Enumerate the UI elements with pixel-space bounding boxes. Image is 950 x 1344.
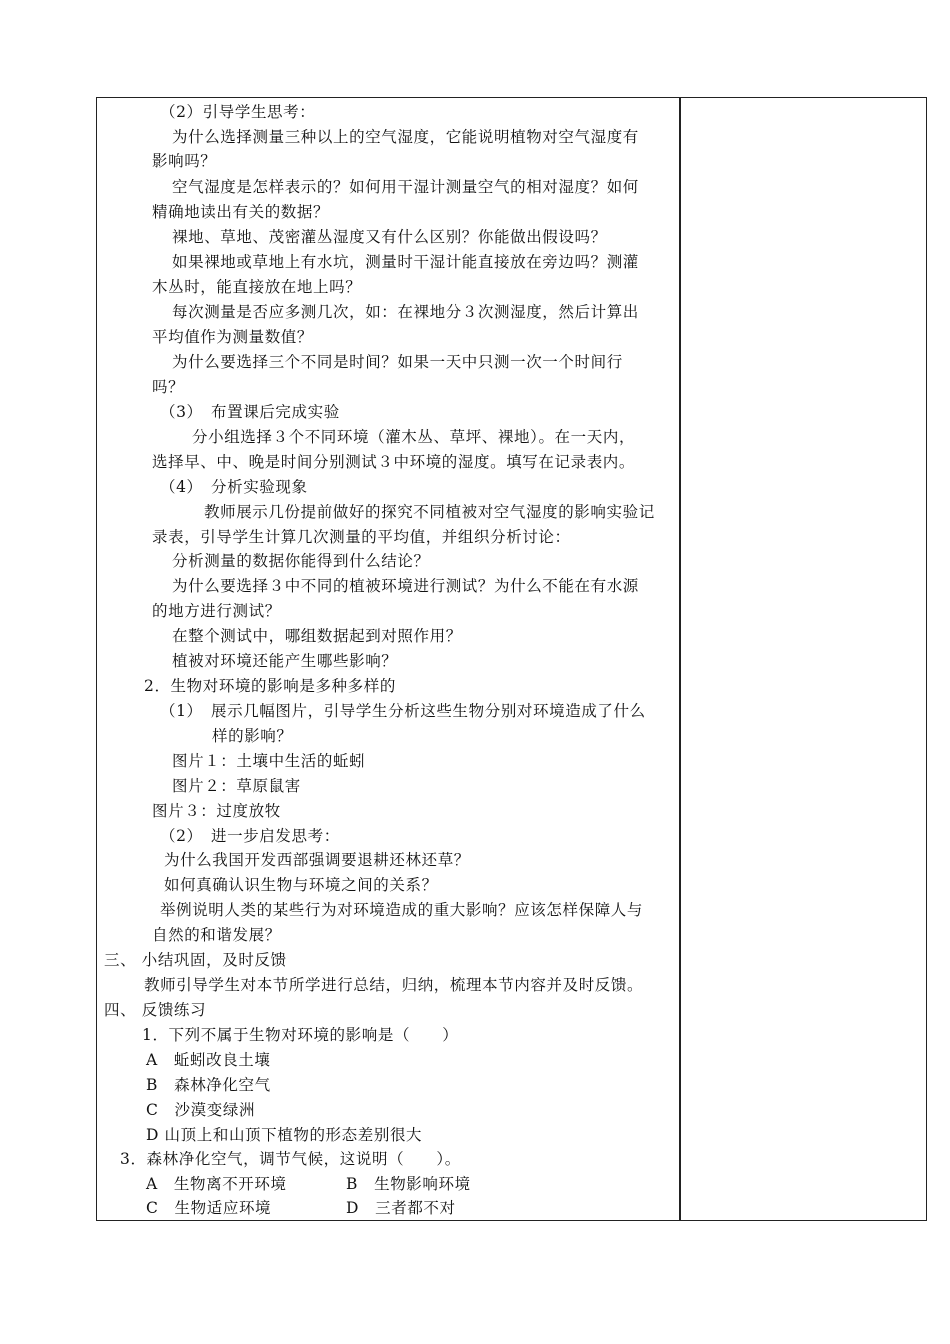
text-line: 选择早、中、晚是时间分别测试３中环境的湿度。填写在记录表内。 xyxy=(152,453,636,471)
answer-option: A 蚯蚓改良土壤 xyxy=(146,1051,271,1069)
text-line: 木丛时，能直接放在地上吗？ xyxy=(152,278,362,296)
text-line: 图片２：草原鼠害 xyxy=(172,777,301,795)
answer-option: A 生物离不开环境 xyxy=(146,1175,287,1193)
section-heading: （4） 分析实验现象 xyxy=(160,478,308,496)
text-line: 录表，引导学生计算几次测量的平均值，并组织分析讨论： xyxy=(152,528,571,546)
text-line: 如何真确认识生物与环境之间的关系？ xyxy=(164,876,438,894)
text-line: 分小组选择３个不同环境（灌木丛、草坪、裸地）。在一天内， xyxy=(192,428,636,446)
text-line: 为什么选择测量三种以上的空气湿度，它能说明植物对空气湿度有 xyxy=(172,128,639,146)
answer-option: B 森林净化空气 xyxy=(146,1076,271,1094)
section-heading: 四、 反馈练习 xyxy=(104,1001,207,1019)
section-heading: （3） 布置课后完成实验 xyxy=(160,403,340,421)
text-line: 裸地、草地、茂密灌丛湿度又有什么区别？你能做出假设吗？ xyxy=(172,228,607,246)
section-heading: 三、 小结巩固，及时反馈 xyxy=(104,951,287,969)
text-line: 教师展示几份提前做好的探究不同植被对空气湿度的影响实验记 xyxy=(204,503,655,521)
text-line: （2）引导学生思考： xyxy=(160,103,316,121)
text-line: 在整个测试中，哪组数据起到对照作用？ xyxy=(172,627,462,645)
answer-option: C 生物适应环境 xyxy=(146,1199,272,1217)
text-line: 图片１：土壤中生活的蚯蚓 xyxy=(172,752,366,770)
text-line: 为什么我国开发西部强调要退耕还林还草？ xyxy=(164,851,470,869)
text-line: （1） 展示几幅图片，引导学生分析这些生物分别对环境造成了什么 xyxy=(160,702,646,720)
text-line: 精确地读出有关的数据？ xyxy=(152,203,330,221)
answer-option: D 三者都不对 xyxy=(346,1199,456,1217)
answer-option: C 沙漠变绿洲 xyxy=(146,1101,256,1119)
text-line: 平均值作为测量数值？ xyxy=(152,328,314,346)
text-line: 图片３：过度放牧 xyxy=(152,802,281,820)
table-column-divider xyxy=(679,97,681,1221)
text-line: 教师引导学生对本节所学进行总结，归纳，梳理本节内容并及时反馈。 xyxy=(144,976,644,994)
text-line: 为什么要选择三个不同是时间？如果一天中只测一次一个时间行 xyxy=(172,353,623,371)
text-line: 为什么要选择３中不同的植被环境进行测试？为什么不能在有水源 xyxy=(172,577,639,595)
question-3: 3．森林净化空气，调节气候，这说明（ ）。 xyxy=(120,1150,461,1168)
answer-option: B 生物影响环境 xyxy=(346,1175,471,1193)
section-heading: （2） 进一步启发思考： xyxy=(160,827,340,845)
question-1: 1．下列不属于生物对环境的影响是（ ） xyxy=(142,1026,459,1044)
section-heading: 2．生物对环境的影响是多种多样的 xyxy=(144,677,396,695)
text-line: 举例说明人类的某些行为对环境造成的重大影响？应该怎样保障人与 xyxy=(160,901,644,919)
text-line: 样的影响？ xyxy=(212,727,293,745)
text-line: 空气湿度是怎样表示的？如何用干湿计测量空气的相对湿度？如何 xyxy=(172,178,639,196)
text-line: 植被对环境还能产生哪些影响？ xyxy=(172,652,398,670)
text-line: 分析测量的数据你能得到什么结论？ xyxy=(172,552,430,570)
text-line: 如果裸地或草地上有水坑，测量时干湿计能直接放在旁边吗？测灌 xyxy=(172,253,639,271)
text-line: 自然的和谐发展？ xyxy=(152,926,281,944)
answer-option: D 山顶上和山顶下植物的形态差别很大 xyxy=(146,1126,423,1144)
text-line: 的地方进行测试？ xyxy=(152,602,281,620)
text-line: 吗？ xyxy=(152,378,185,396)
text-line: 影响吗？ xyxy=(152,152,217,170)
text-line: 每次测量是否应多测几次，如：在裸地分３次测湿度，然后计算出 xyxy=(172,303,639,321)
